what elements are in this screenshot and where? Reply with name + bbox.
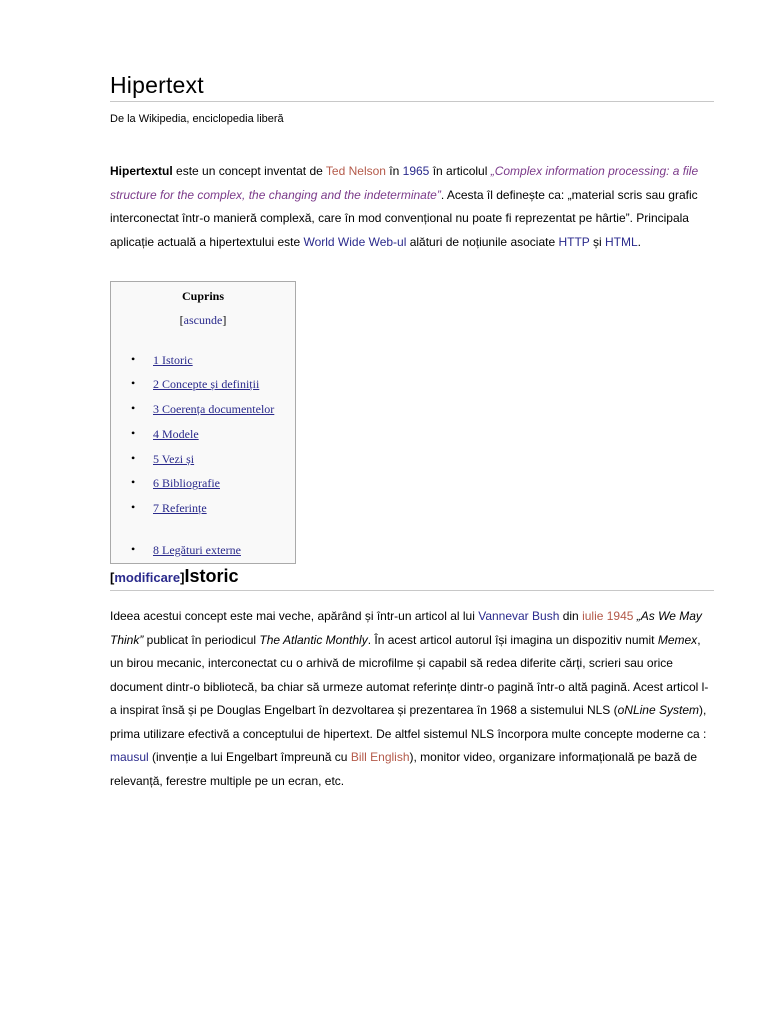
link-july-1945[interactable]: iulie 1945: [582, 609, 634, 623]
link-ted-nelson[interactable]: Ted Nelson: [325, 164, 386, 178]
bullet-icon: •: [131, 542, 136, 556]
intro-text: și: [589, 234, 605, 249]
history-text: Ideea acestui concept este mai veche, apărând și într-un articol al lui: [110, 609, 479, 623]
toc-item-label[interactable]: 1 Istoric: [153, 353, 193, 367]
link-1965[interactable]: 1965: [402, 164, 430, 178]
intro-text: în articolul: [429, 164, 491, 178]
intro-text: în: [385, 164, 403, 178]
toc-item-label[interactable]: 5 Vezi și: [153, 452, 195, 466]
history-text: (invenție a lui Engelbart împreună cu: [148, 750, 351, 764]
intro-text: este un concept inventat de: [172, 164, 326, 178]
bold-term: Hipertextul: [110, 164, 173, 178]
bullet-icon: •: [131, 451, 136, 465]
edit-section-link[interactable]: modificare: [114, 570, 181, 585]
online-system-term: oNLine System: [617, 703, 699, 717]
edit-bracket: ]: [180, 570, 185, 585]
bullet-icon: •: [131, 401, 136, 415]
history-text: ), prima utilizare efectivă a conceptului de hipertext. De altfel sistemul NLS încorpora multe concepte moderne ca :: [110, 703, 707, 741]
title-divider: [110, 101, 714, 102]
toc-item-label[interactable]: 3 Coerența documentelor: [153, 402, 275, 416]
toc-hide-link[interactable]: ascunde: [183, 313, 223, 327]
history-text: , un birou mecanic, interconectat cu o arhivă de microfilme și capabil să redea diferite cărți, scrieri sau orice document dintr-o bibliotecă, ba chiar să urmeze automat referințe dintr-o pagină într-o altă pagină. Acest articol l-a inspirat însă și pe Douglas Engelbart în dezvoltarea și prezentarea în 1968 a sistemului NLS (: [110, 632, 709, 717]
toc-bracket: [: [179, 313, 184, 327]
toc-item-label[interactable]: 6 Bibliografie: [153, 476, 220, 490]
page-subtitle: De la Wikipedia, enciclopedia liberă: [110, 113, 284, 125]
intro-paragraph: [110, 160, 710, 254]
link-nelson-article[interactable]: „Complex information processing: a file structure for the complex, the changing and the indeterminate”: [110, 164, 699, 202]
bullet-icon: •: [131, 475, 136, 489]
history-text: publicat în periodicul: [143, 632, 260, 647]
toc-bracket: ]: [222, 313, 227, 327]
history-text: . În acest articol autorul își imagina un dispozitiv numit: [367, 632, 658, 647]
section-heading: [110, 566, 238, 587]
toc-item-label[interactable]: 2 Concepte și definiții: [153, 377, 260, 391]
intro-text: . Acesta îl definește ca: „material scris sau grafic interconectat într-o manieră complexă, care în mod convențional nu poate fi reprezentat pe hârtie”. Principala aplicație actuală a hipertextului este: [110, 187, 698, 249]
toc-title: Cuprins: [181, 289, 225, 303]
bullet-icon: •: [131, 376, 136, 390]
link-vannevar-bush[interactable]: Vannevar Bush: [478, 609, 560, 623]
link-http[interactable]: HTTP: [558, 234, 590, 249]
bullet-icon: •: [131, 426, 136, 440]
bullet-icon: •: [131, 352, 136, 366]
section-divider: [110, 590, 714, 591]
toc-item-label[interactable]: 4 Modele: [153, 427, 199, 441]
article-title-as-we-may-think: „As We May Think”: [110, 609, 702, 647]
section-title: Istoric: [184, 566, 239, 586]
link-html[interactable]: HTML: [604, 234, 638, 249]
link-www[interactable]: World Wide Web-ul: [303, 234, 407, 249]
link-mausul[interactable]: mausul: [110, 750, 149, 764]
history-text: din: [559, 609, 583, 623]
periodical-name: The Atlantic Monthly: [259, 632, 368, 647]
intro-text: alături de noțiunile asociate: [406, 234, 559, 249]
page-title: Hipertext: [110, 72, 204, 98]
intro-text: .: [637, 234, 641, 249]
toc-item-label[interactable]: 8 Legături externe: [153, 543, 241, 557]
toc-toggle: [111, 313, 295, 328]
history-text: ), monitor video, organizare informațională pe bază de relevanță, ferestre multiple pe un ecran, etc.: [110, 750, 698, 788]
edit-bracket: [: [110, 570, 115, 585]
edit-section: [110, 570, 184, 585]
memex-term: Memex: [657, 632, 698, 647]
toc-item-label[interactable]: 7 Referințe: [153, 501, 207, 515]
history-paragraph: [110, 605, 710, 793]
link-bill-english[interactable]: Bill English: [350, 750, 410, 764]
bullet-icon: •: [131, 500, 136, 514]
table-of-contents: [110, 281, 296, 564]
